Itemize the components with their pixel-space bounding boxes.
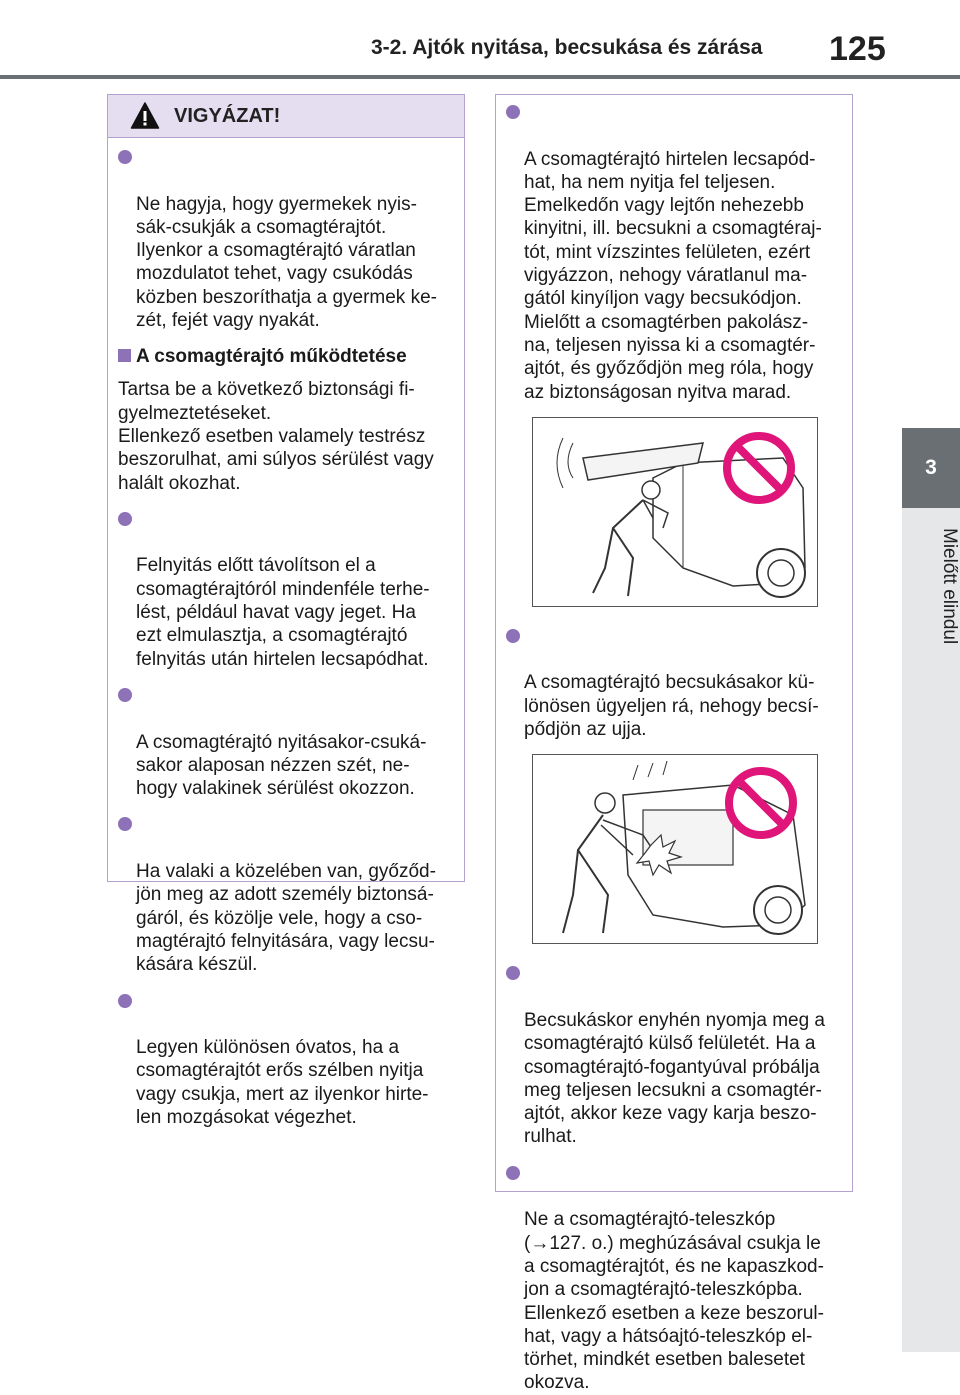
warning-item bbox=[506, 1162, 838, 1395]
square-bullet-icon bbox=[118, 349, 131, 362]
bullet-icon bbox=[118, 994, 132, 1008]
warning-item bbox=[506, 962, 838, 1148]
warning-item bbox=[118, 813, 450, 976]
warning-header bbox=[108, 95, 464, 138]
warning-item bbox=[118, 990, 450, 1130]
intro-paragraph: Tartsa be a következő biztonsági fi- gyelmeztetéseket. Ellenkező esetben valamely testrész beszorulhat, ami súlyos sérülést vagy halált okozhat. bbox=[118, 379, 434, 494]
bullet-icon bbox=[506, 966, 520, 980]
warning-item-text: A csomagtérajtó becsukásakor kü- lönösen ügyeljen rá, nehogy becsí- pődjön az ujja. bbox=[524, 672, 819, 741]
warning-item-text: Ha valaki a közelében van, győződ- jön meg az adott személy biztonsá- gáról, és közölje vele, hogy a cso- magtérajtó felnyitására, vagy lecsu- kására készül. bbox=[136, 861, 436, 976]
chapter-tab-label: Mielőtt elindul bbox=[939, 527, 960, 645]
subheading bbox=[118, 345, 450, 368]
warning-item-text: Ne a csomagtérajtó-teleszkóp (→127. o.) meghúzásával csukja le a csomagtérajtót, és ne kapaszkod- jon a csomagtérajtó-teleszkópba. Ellenkező esetben a keze beszorul- hat, vagy a hátsóajtó-teleszkóp el- törhet, mindkét esetben balesetet okozva. bbox=[524, 1209, 824, 1394]
bullet-icon bbox=[118, 512, 132, 526]
bullet-icon bbox=[506, 105, 520, 119]
warning-item bbox=[506, 625, 838, 741]
warning-item-text: A csomagtérajtó nyitásakor-csuká- sakor alaposan nézzen szét, ne- hogy valakinek sérülést okozzon. bbox=[136, 731, 427, 800]
illustration-tailgate-falling bbox=[532, 417, 818, 607]
warning-item-text: A csomagtérajtó hirtelen lecsapód- hat, ha nem nyitja fel teljesen. Emelkedőn vagy lejtőn nehezebb kinyitni, ill. becsukni a csomagtéraj- tót, mint vízszintes felületen, ezért vigyázzon, nehogy váratlanul ma- gától kinyíljon vagy becsukódjon. Mielőtt a csomagtérben pakolász- na, teljesen nyissa ki a csomagtér- ajtót, és győződjön meg róla, hogy az biztonságosan nyitva marad. bbox=[524, 148, 822, 403]
warning-item-text: Legyen különösen óvatos, ha a csomagtérajtót erős szélben nyitja vagy csukja, mert az ilyenkor hirte- len mozgásokat végezhet. bbox=[136, 1037, 429, 1128]
warning-item-text: Becsukáskor enyhén nyomja meg a csomagtérajtó külső felületét. Ha a csomagtérajtó-fogantyúval próbálja meg teljesen lecsukni a csomagtér- ajtót, akkor keze vagy karja beszo- rulhat. bbox=[524, 1009, 825, 1148]
finger-pinch-illustration-icon bbox=[533, 755, 817, 943]
bullet-icon bbox=[118, 150, 132, 164]
warning-item bbox=[506, 101, 838, 404]
subheading-text: A csomagtérajtó működtetése bbox=[136, 346, 407, 368]
bullet-icon bbox=[506, 1166, 520, 1180]
bullet-icon bbox=[506, 629, 520, 643]
warning-item-text: Felnyitás előtt távolítson el a csomagtérajtóról mindenféle terhe- lést, például havat vagy jeget. Ha ezt elmulasztja, a csomagtérajtó felnyitás után hirtelen lecsapódhat. bbox=[136, 555, 430, 670]
warning-item bbox=[118, 684, 450, 800]
warning-item bbox=[118, 508, 450, 671]
illustration-finger-pinch bbox=[532, 754, 818, 944]
page-number: 125 bbox=[829, 30, 886, 68]
chapter-tab-number: 3 bbox=[902, 428, 960, 508]
warning-item-text: Ne hagyja, hogy gyermekek nyis- sák-csukják a csomagtérajtót. Ilyenkor a csomagtérajtó váratlan mozdulatot tehet, vagy csukódás közben beszoríthatja a gyermek ke- zét, fejét vagy nyakát. bbox=[136, 193, 437, 332]
header-divider bbox=[0, 75, 960, 79]
warning-item bbox=[118, 146, 450, 332]
bullet-icon bbox=[118, 817, 132, 831]
warning-box bbox=[107, 94, 465, 1128]
bullet-icon bbox=[118, 688, 132, 702]
warning-title: VIGYÁZAT! bbox=[174, 104, 281, 127]
section-title: 3-2. Ajtók nyitása, becsukása és zárása bbox=[371, 36, 763, 59]
tailgate-falling-illustration-icon bbox=[533, 418, 817, 606]
warning-box-continued bbox=[495, 94, 853, 1394]
warning-triangle-icon bbox=[130, 101, 160, 131]
